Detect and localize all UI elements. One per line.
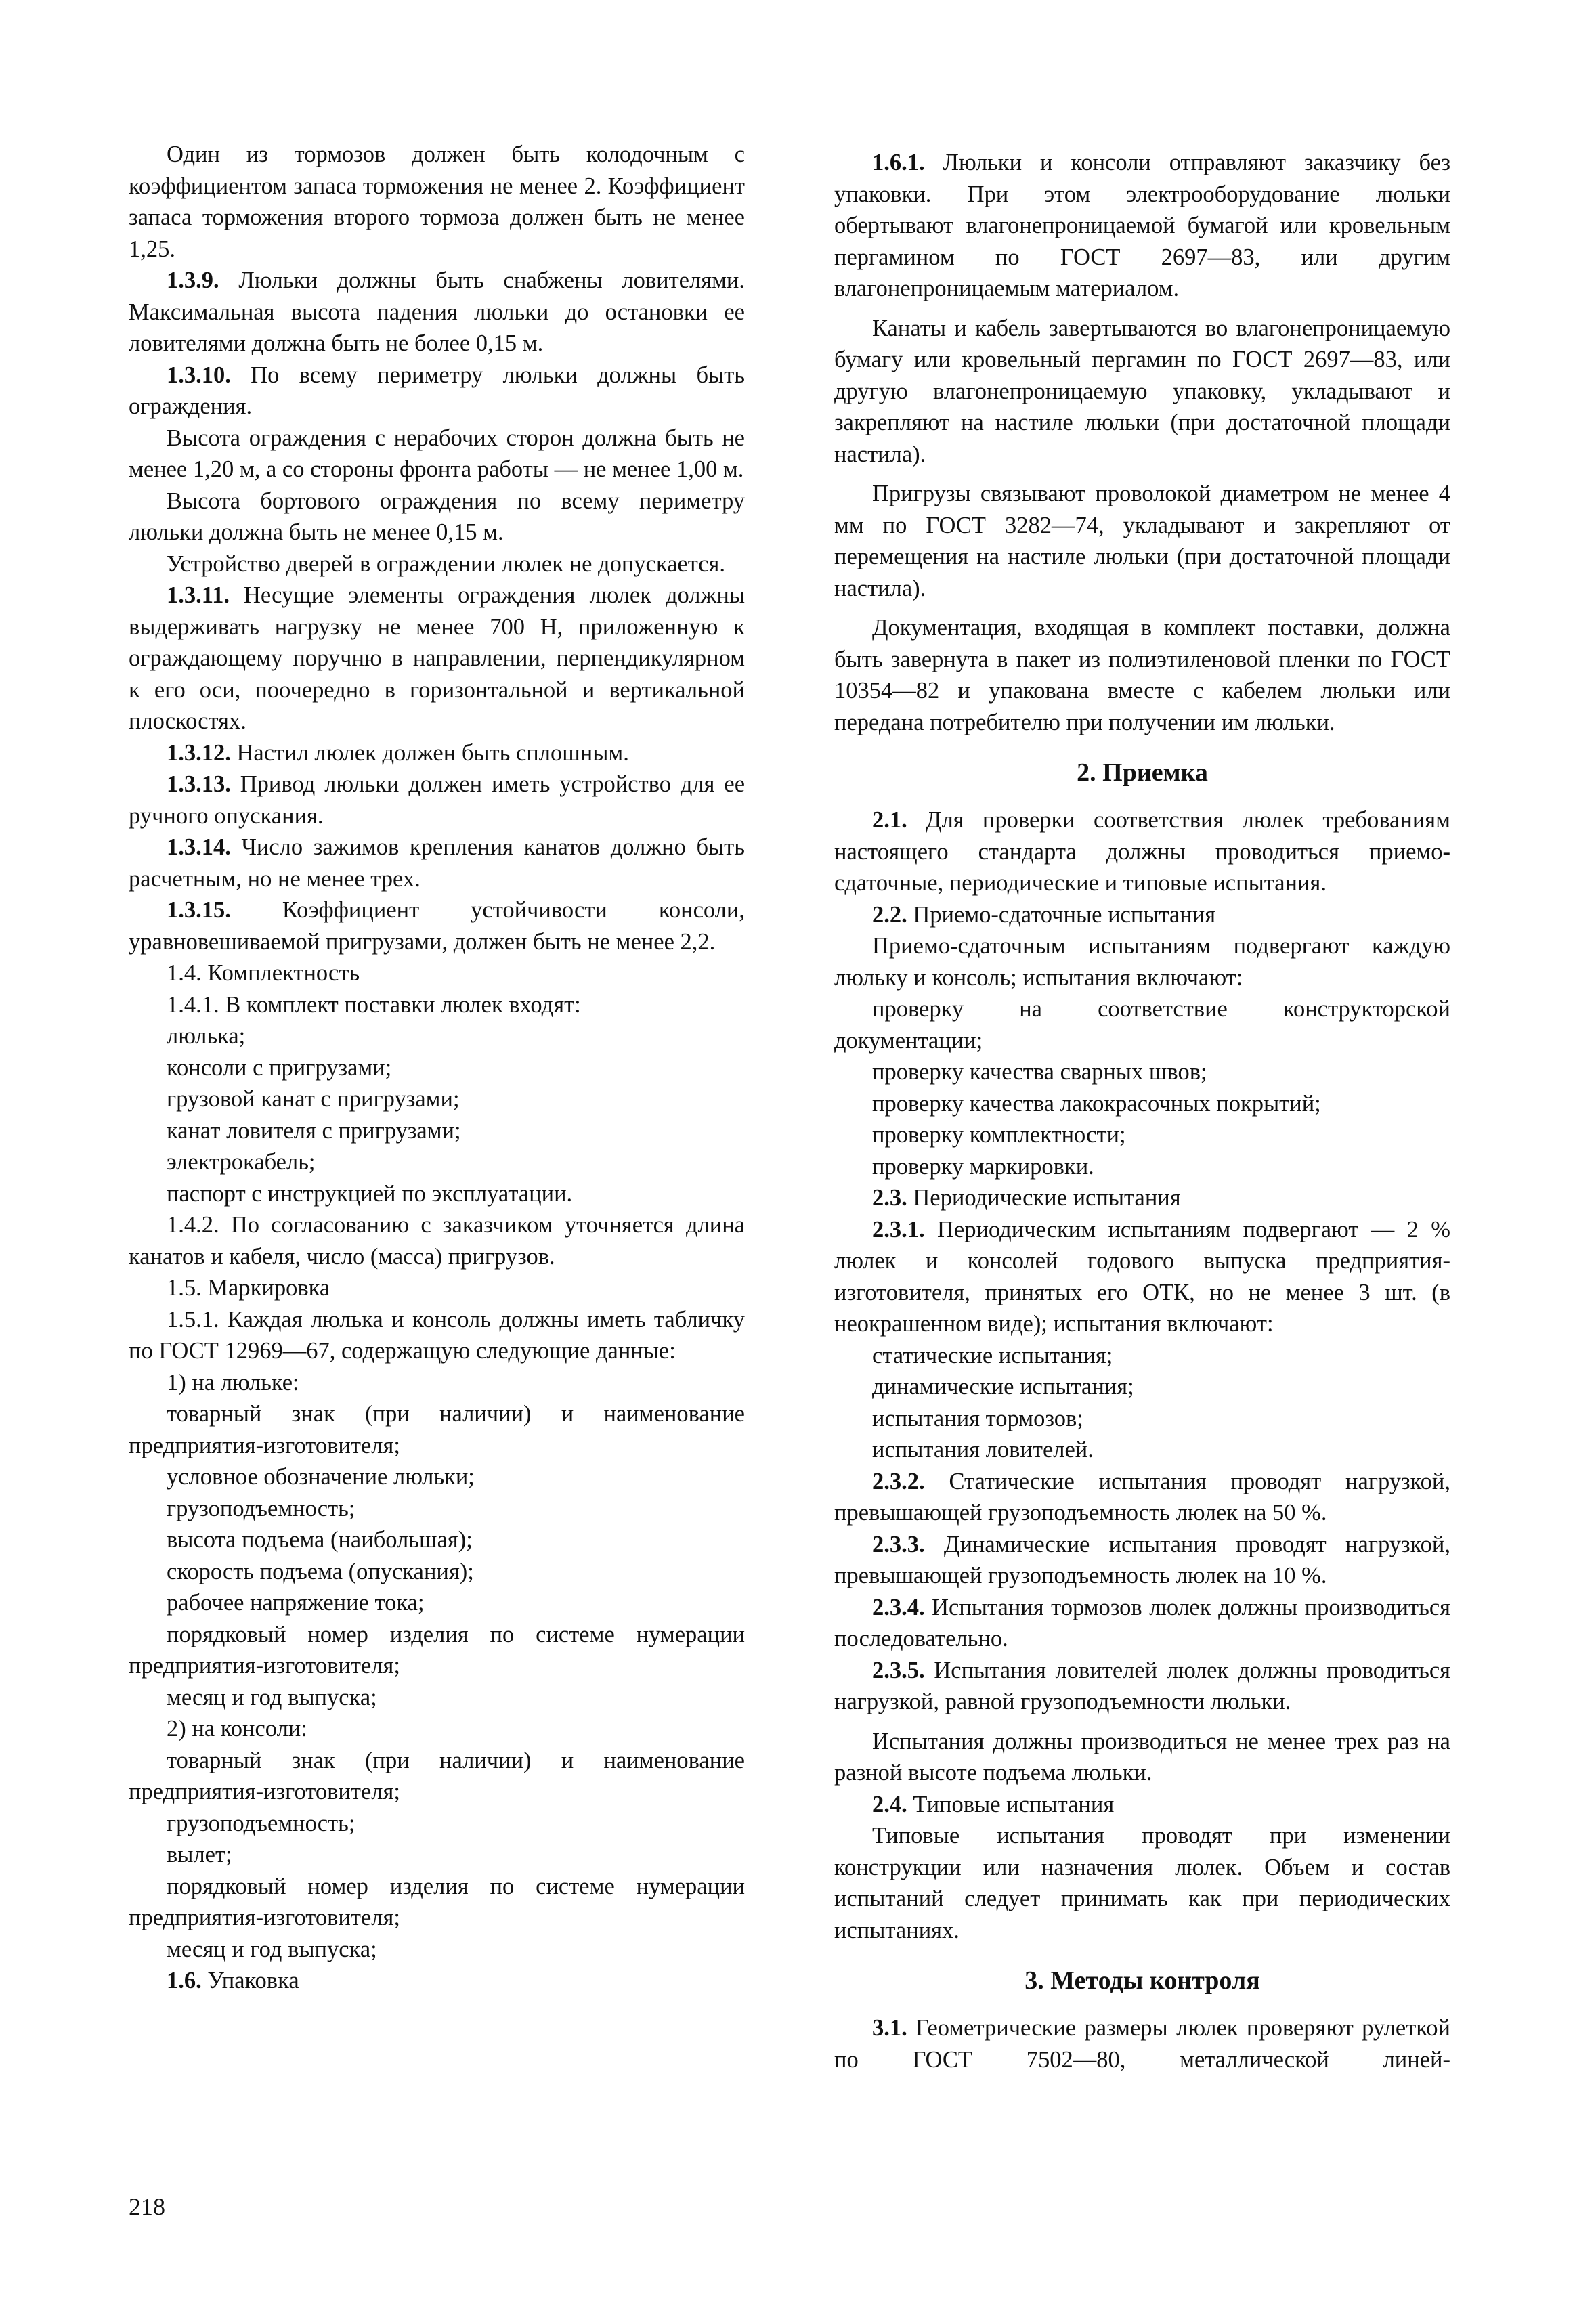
paragraph-text: консоли с пригрузами; bbox=[167, 1054, 392, 1081]
clause-number: 2.2. bbox=[872, 901, 907, 928]
paragraph bbox=[129, 957, 745, 989]
paragraph-text: Испытания должны производиться не менее трех раз на разной высоте подъема люльки. bbox=[834, 1728, 1450, 1786]
paragraph-text: Привод люльки должен иметь устройство для ее ручного опускания. bbox=[129, 771, 746, 829]
paragraph bbox=[129, 1209, 745, 1272]
paragraph bbox=[834, 930, 1450, 993]
clause-number: 1.6.1. bbox=[872, 150, 925, 175]
list-item bbox=[834, 1340, 1450, 1372]
list-item bbox=[834, 1151, 1450, 1183]
paragraph-text: проверку маркировки. bbox=[872, 1153, 1094, 1180]
paragraph-text: Статические испытания проводят нагрузкой, превышающей грузоподъемность люлек на 50 %. bbox=[834, 1468, 1450, 1526]
paragraph-text: 1) на люльке: bbox=[167, 1369, 299, 1396]
paragraph-text: Периодическим испытаниям подвергают — 2 % люлек и консолей годового выпуска предприятия-изготовителя, принятых его ОТК, но не менее 3 шт. (в неокрашенном виде); испытания включают: bbox=[834, 1216, 1450, 1337]
paragraph bbox=[129, 548, 745, 580]
list-item bbox=[129, 1587, 745, 1619]
paragraph bbox=[129, 894, 745, 957]
list-item bbox=[129, 1713, 745, 1745]
paragraph bbox=[834, 2012, 1450, 2075]
paragraph-text: грузоподъемность; bbox=[167, 1810, 355, 1836]
paragraph bbox=[834, 147, 1450, 305]
paragraph-text: условное обозначение люльки; bbox=[167, 1464, 475, 1490]
paragraph bbox=[129, 139, 745, 265]
paragraph bbox=[129, 423, 745, 485]
clause-number: 2.1. bbox=[872, 807, 907, 833]
paragraph-text: рабочее напряжение тока; bbox=[167, 1590, 425, 1616]
list-item bbox=[834, 1119, 1450, 1151]
paragraph-text: вылет; bbox=[167, 1842, 232, 1867]
clause-number: 2.3.3. bbox=[872, 1531, 925, 1557]
paragraph-text: Типовые испытания bbox=[913, 1791, 1115, 1817]
paragraph-text: испытания тормозов; bbox=[872, 1405, 1083, 1431]
list-item bbox=[834, 1371, 1450, 1403]
paragraph-text: Высота ограждения с нерабочих сторон должна быть не менее 1,20 м, а со стороны фронта работы — не менее 1,00 м. bbox=[129, 425, 745, 482]
list-item bbox=[834, 1056, 1450, 1088]
clause-number: 1.6. bbox=[167, 1968, 202, 1993]
paragraph-text: Несущие элементы ограждения люлек должны выдерживать нагрузку не менее 700 Н, приложенную к ограждающему поручню в направлении, перпендикулярном к его оси, поочередно в горизонтальной и вертикальной плоскостях. bbox=[129, 582, 745, 734]
paragraph bbox=[129, 989, 745, 1021]
paragraph-text: канат ловителя с пригрузами; bbox=[167, 1117, 461, 1144]
paragraph bbox=[834, 804, 1450, 899]
list-item bbox=[129, 1115, 745, 1147]
paragraph bbox=[834, 478, 1450, 604]
paragraph bbox=[834, 1592, 1450, 1655]
paragraph bbox=[834, 1726, 1450, 1789]
paragraph-text: Испытания тормозов люлек должны производиться последовательно. bbox=[834, 1594, 1450, 1651]
right-column bbox=[834, 139, 1450, 2075]
list-item bbox=[129, 1524, 745, 1556]
paragraph-text: 1.4.1. В комплект поставки люлек входят: bbox=[167, 991, 581, 1018]
clause-number: 1.3.15. bbox=[167, 897, 231, 923]
list-item bbox=[129, 1461, 745, 1493]
clause-number: 1.3.12. bbox=[167, 739, 231, 766]
clause-number: 2.4. bbox=[872, 1791, 907, 1817]
paragraph-text: 1.4.2. По согласованию с заказчиком уточняется длина канатов и кабеля, число (масса) пригрузов. bbox=[129, 1212, 745, 1270]
paragraph bbox=[129, 769, 745, 831]
paragraph bbox=[129, 1304, 745, 1367]
paragraph bbox=[834, 1182, 1450, 1214]
paragraph bbox=[129, 360, 745, 423]
paragraph-text: скорость подъема (опускания); bbox=[167, 1558, 474, 1584]
paragraph-text: 1.4. Комплектность bbox=[167, 960, 360, 986]
paragraph-text: Приемо-сдаточным испытаниям подвергают каждую люльку и консоль; испытания включают: bbox=[834, 933, 1450, 991]
paragraph-text: электрокабель; bbox=[167, 1149, 316, 1175]
paragraph bbox=[129, 1619, 745, 1682]
list-item bbox=[834, 1434, 1450, 1466]
paragraph-text: Люльки и консоли отправляют заказчику без упаковки. При этом электрооборудование люльки обертывают влагонепроницаемой бумагой или кровельным пергамином по ГОСТ 2697—83, или другим влагонепроницаемым материалом. bbox=[834, 150, 1451, 301]
paragraph bbox=[129, 1965, 745, 1997]
paragraph-text: товарный знак (при наличии) и наименование предприятия-изготовителя; bbox=[129, 1401, 745, 1458]
paragraph-text: Коэффициент устойчивости консоли, уравновешиваемой пригрузами, должен быть не менее 2,2. bbox=[129, 897, 745, 955]
clause-number: 2.3.1. bbox=[872, 1216, 925, 1242]
paragraph-text: проверку на соответствие конструкторской документации; bbox=[834, 996, 1450, 1054]
paragraph bbox=[834, 1214, 1450, 1340]
list-item bbox=[129, 1367, 745, 1399]
paragraph-text: товарный знак (при наличии) и наименование предприятия-изготовителя; bbox=[129, 1747, 745, 1804]
paragraph-text: Типовые испытания проводят при изменении конструкции или назначения люлек. Объем и состав испытаний следует принимать как при периодических испытаниях. bbox=[834, 1823, 1450, 1943]
paragraph bbox=[834, 1529, 1450, 1592]
paragraph bbox=[834, 313, 1450, 471]
paragraph-text: паспорт с инструкцией по эксплуатации. bbox=[167, 1180, 573, 1207]
paragraph bbox=[129, 580, 745, 737]
paragraph bbox=[834, 1789, 1450, 1821]
paragraph-text: высота подъема (наибольшая); bbox=[167, 1527, 473, 1553]
list-item bbox=[834, 1403, 1450, 1435]
paragraph-text: грузоподъемность; bbox=[167, 1495, 355, 1521]
list-item bbox=[129, 1493, 745, 1525]
list-item bbox=[129, 1020, 745, 1052]
paragraph-text: проверку качества сварных швов; bbox=[872, 1059, 1207, 1085]
paragraph-text: Для проверки соответствия люлек требованиям настоящего стандарта должны проводиться приемо-сдаточные, периодические и типовые испытания. bbox=[834, 807, 1450, 896]
paragraph-text: испытания ловителей. bbox=[872, 1437, 1094, 1463]
clause-number: 1.3.9. bbox=[167, 267, 219, 293]
list-item bbox=[129, 1178, 745, 1210]
clause-number: 1.3.10. bbox=[167, 362, 231, 388]
section-heading: 3. Методы контроля bbox=[1025, 1966, 1260, 1995]
clause-number: 1.3.11. bbox=[167, 582, 230, 608]
clause-number: 3.1. bbox=[872, 2015, 907, 2041]
paragraph-text: Документация, входящая в комплект поставки, должна быть завернута в пакет из полиэтиленовой пленки по ГОСТ 10354—82 и упакована вместе с кабелем люльки или передана потребителю при получении им люльки. bbox=[834, 615, 1450, 735]
left-column bbox=[129, 139, 745, 1997]
list-item bbox=[129, 1052, 745, 1084]
paragraph-text: Динамические испытания проводят нагрузкой, превышающей грузоподъемность люлек на 10 %. bbox=[834, 1531, 1450, 1588]
paragraph bbox=[129, 1745, 745, 1808]
paragraph bbox=[834, 1655, 1450, 1718]
clause-number: 2.3.4. bbox=[872, 1594, 925, 1620]
list-item bbox=[129, 1934, 745, 1966]
clause-number: 1.3.13. bbox=[167, 771, 231, 797]
paragraph-text: Высота бортового ограждения по всему периметру люльки должна быть не менее 0,15 м. bbox=[129, 488, 745, 545]
list-item bbox=[129, 1808, 745, 1840]
paragraph-text: люлька; bbox=[167, 1023, 246, 1049]
paragraph bbox=[834, 612, 1450, 738]
paragraph bbox=[129, 737, 745, 769]
paragraph bbox=[129, 831, 745, 894]
paragraph-text: месяц и год выпуска; bbox=[167, 1684, 377, 1710]
paragraph-text: Люльки должны быть снабжены ловителями. Максимальная высота падения люльки до остановки ее ловителями должна быть не более 0,15 м. bbox=[129, 267, 746, 356]
paragraph-text: По всему периметру люльки должны быть ограждения. bbox=[129, 362, 746, 419]
paragraph-text: грузовой канат с пригрузами; bbox=[167, 1086, 460, 1112]
paragraph-text: порядковый номер изделия по системе нумерации предприятия-изготовителя; bbox=[129, 1621, 745, 1679]
paragraph-text: Настил люлек должен быть сплошным. bbox=[236, 739, 629, 766]
list-item bbox=[129, 1146, 745, 1178]
list-item bbox=[129, 1682, 745, 1714]
paragraph-text: динамические испытания; bbox=[872, 1374, 1134, 1400]
list-item bbox=[129, 1839, 745, 1871]
paragraph-text: проверку качества лакокрасочных покрытий; bbox=[872, 1090, 1321, 1117]
paragraph-text: Приемо-сдаточные испытания bbox=[913, 901, 1216, 928]
clause-number: 1.3.14. bbox=[167, 834, 231, 860]
clause-number: 2.3.5. bbox=[872, 1657, 925, 1683]
paragraph-text: 2) на консоли: bbox=[167, 1716, 307, 1742]
paragraph bbox=[129, 485, 745, 548]
paragraph-text: Упаковка bbox=[207, 1968, 299, 1993]
list-item bbox=[129, 1083, 745, 1115]
paragraph-text: Канаты и кабель завертываются во влагонепроницаемую бумагу или кровельный пергамин по ГОСТ 2697—83, или другую влагонепроницаемую упаковку, укладывают и закрепляют на настиле люльки (при достаточной площади настила). bbox=[834, 315, 1450, 467]
clause-number: 2.3.2. bbox=[872, 1468, 925, 1494]
paragraph-text: проверку комплектности; bbox=[872, 1122, 1126, 1148]
paragraph bbox=[129, 1398, 745, 1461]
paragraph-text: Периодические испытания bbox=[913, 1185, 1181, 1211]
list-item bbox=[834, 1088, 1450, 1120]
paragraph-text: 1.5.1. Каждая люлька и консоль должны иметь табличку по ГОСТ 12969—67, содержащую следующие данные: bbox=[129, 1306, 745, 1364]
paragraph-text: 1.5. Маркировка bbox=[167, 1275, 330, 1301]
paragraph-text: Пригрузы связывают проволокой диаметром не менее 4 мм по ГОСТ 3282—74, укладывают и закрепляют от перемещения на настиле люльки (при достаточной площади настила). bbox=[834, 481, 1450, 601]
paragraph-text: порядковый номер изделия по системе нумерации предприятия-изготовителя; bbox=[129, 1873, 745, 1930]
paragraph-text: месяц и год выпуска; bbox=[167, 1936, 377, 1962]
paragraph bbox=[834, 993, 1450, 1056]
paragraph bbox=[129, 1871, 745, 1934]
paragraph bbox=[129, 265, 745, 360]
paragraph-text: Испытания ловителей люлек должны проводиться нагрузкой, равной грузоподъемности люльки. bbox=[834, 1657, 1451, 1714]
paragraph bbox=[834, 1820, 1450, 1946]
paragraph-text: Устройство дверей в ограждении люлек не допускается. bbox=[167, 550, 726, 577]
clause-number: 2.3. bbox=[872, 1185, 907, 1211]
list-item bbox=[129, 1556, 745, 1588]
paragraph bbox=[834, 899, 1450, 931]
paragraph bbox=[129, 1272, 745, 1304]
paragraph-text: Геометрические размеры люлек проверяют рулеткой по ГОСТ 7502—80, металлической линей- bbox=[834, 2015, 1450, 2073]
paragraph bbox=[834, 1466, 1450, 1529]
paragraph-text: статические испытания; bbox=[872, 1342, 1113, 1368]
paragraph-text: Число зажимов крепления канатов должно быть расчетным, но не менее трех. bbox=[129, 834, 745, 892]
page-number: 218 bbox=[129, 2193, 165, 2220]
paragraph-text: Один из тормозов должен быть колодочным с коэффициентом запаса торможения не менее 2. Коэффициент запаса торможения второго тормоза должен быть не менее 1,25. bbox=[129, 142, 745, 262]
section-heading: 2. Приемка bbox=[1077, 758, 1208, 787]
